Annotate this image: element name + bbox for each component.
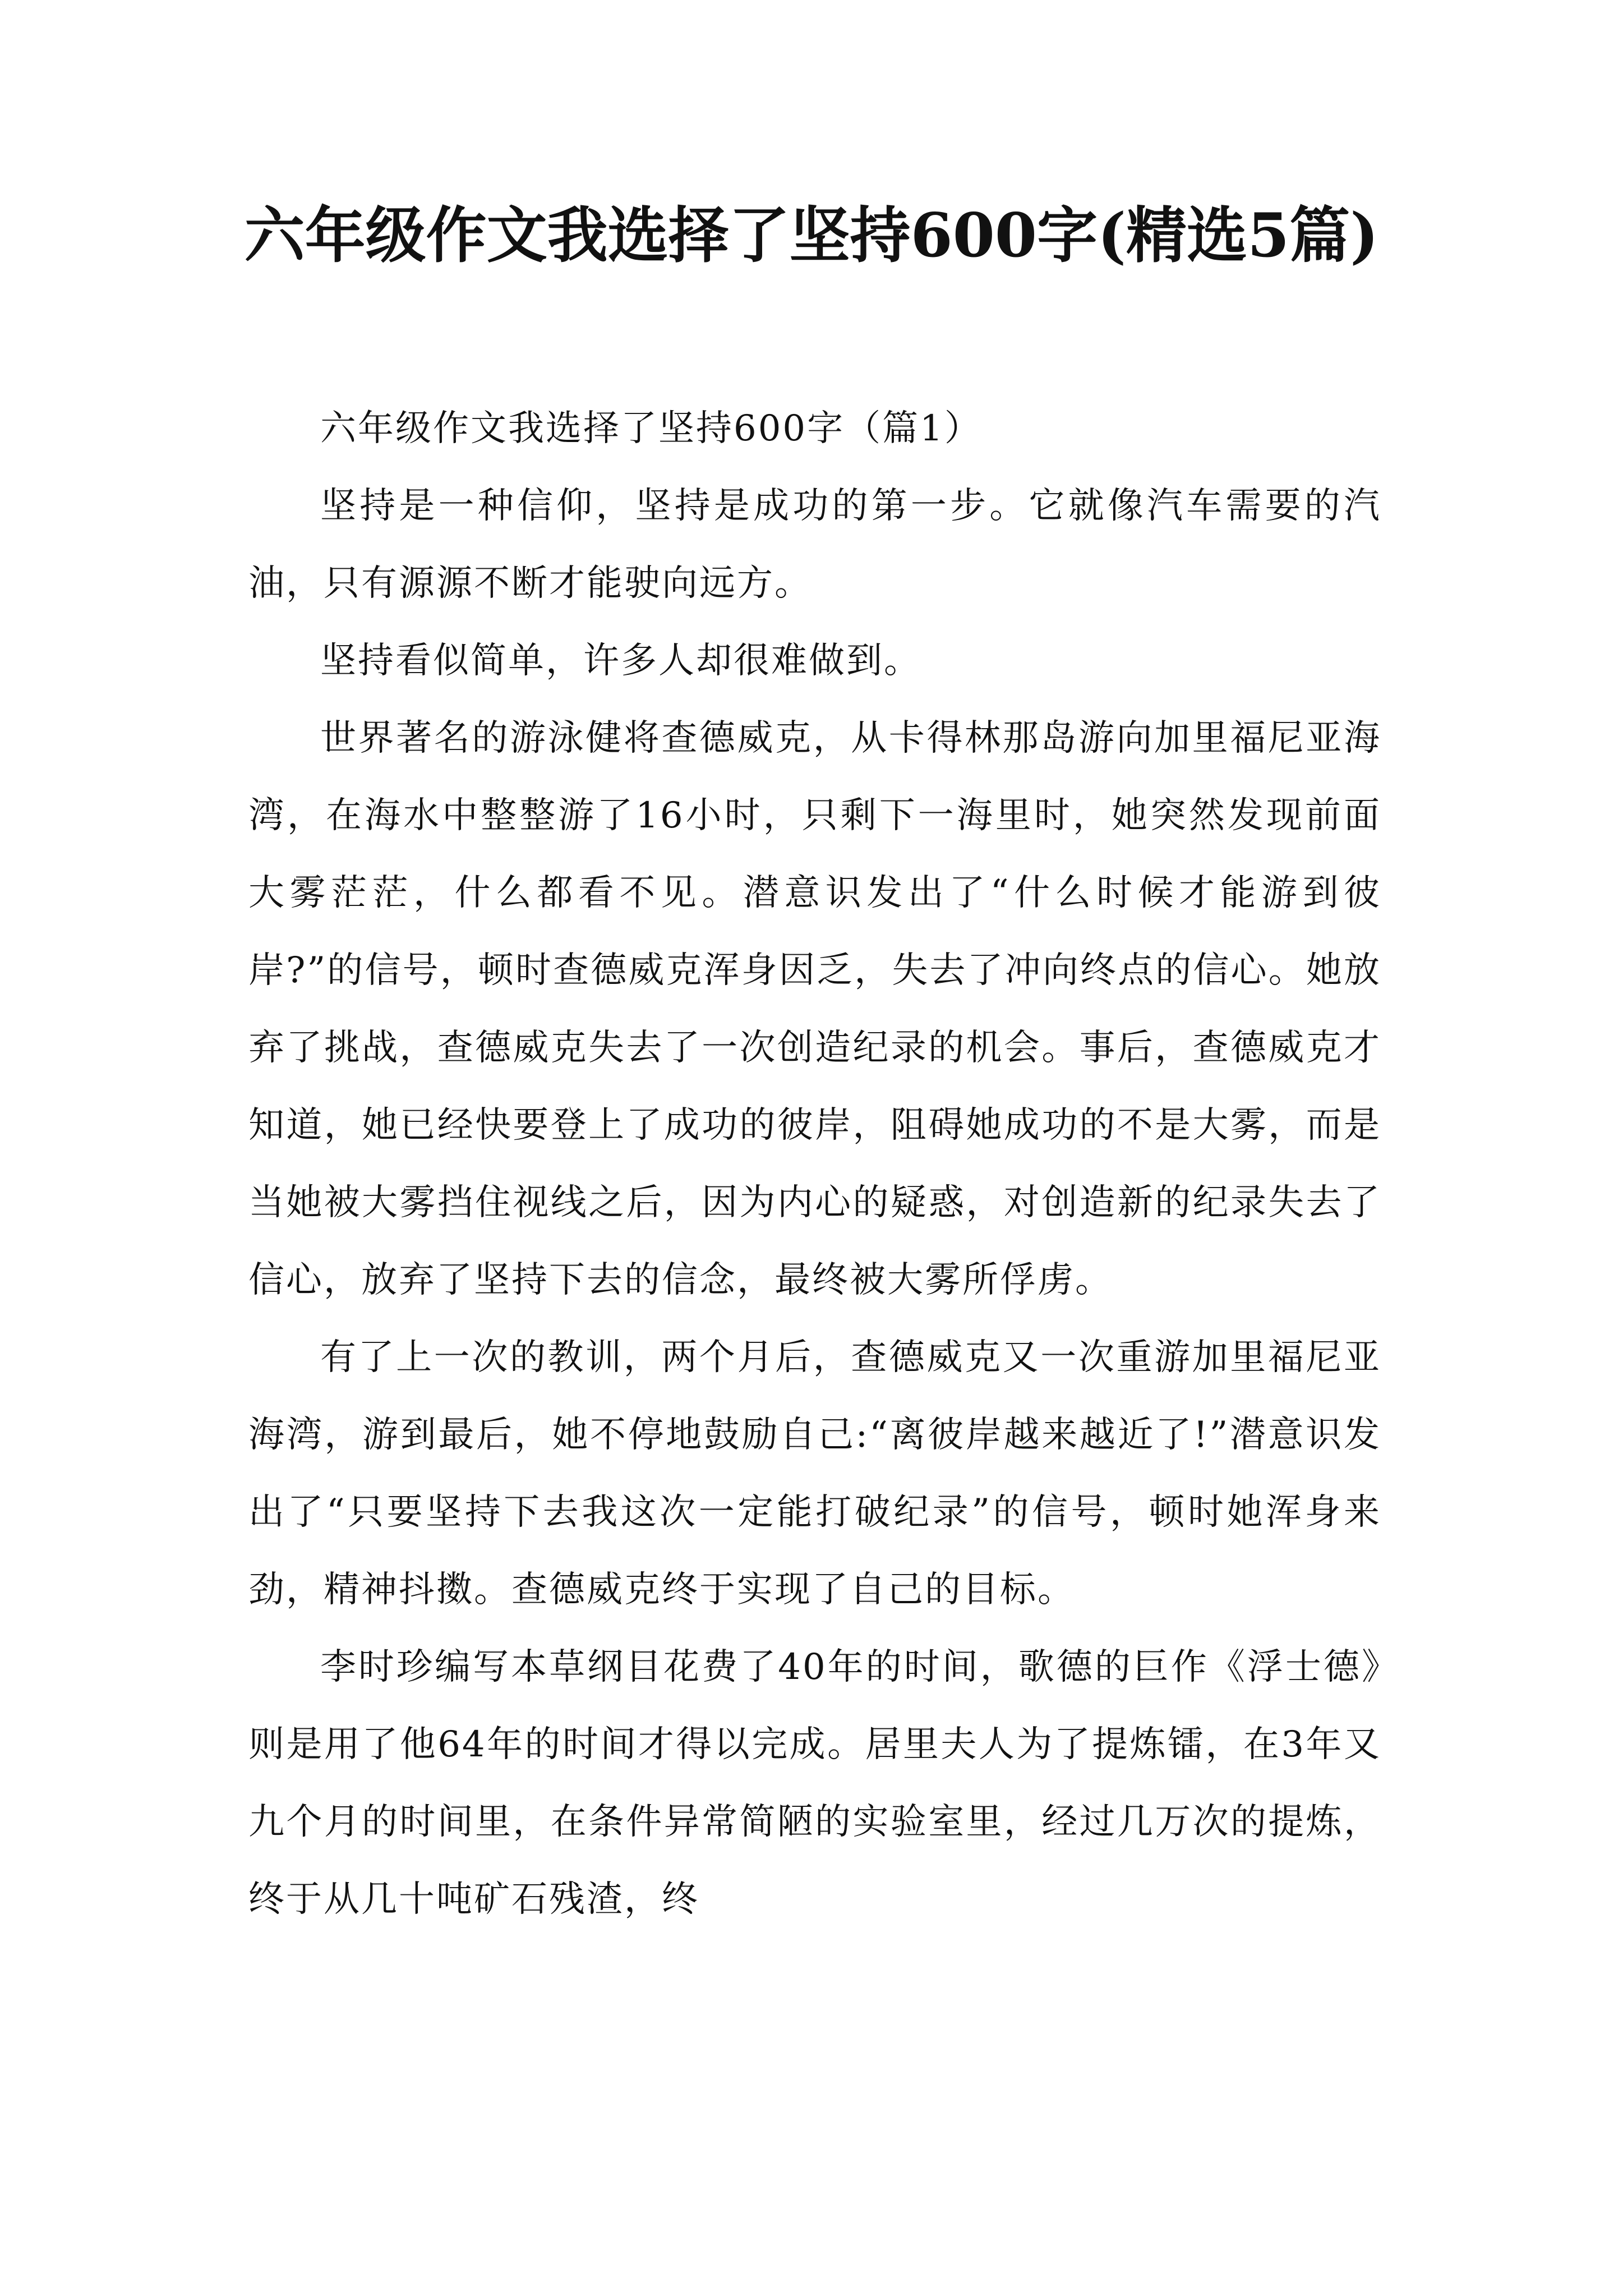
paragraph: 李时珍编写本草纲目花费了40年的时间，歌德的巨作《浮士德》则是用了他64年的时间才得以完成。居里夫人为了提炼镭，在3年又九个月的时间里，在条件异常简陋的实验室里，经过几万次的提炼，终于从几十吨矿石残渣，终 <box>248 1646 1381 1920</box>
document-title: 六年级作文我选择了坚持600字(精选5篇) <box>244 200 1379 271</box>
section-heading: 六年级作文我选择了坚持600字（篇1） <box>320 408 982 449</box>
paragraph: 世界著名的游泳健将查德威克，从卡得林那岛游向加里福尼亚海湾，在海水中整整游了16小时，只剩下一海里时，她突然发现前面大雾茫茫，什么都看不见。潜意识发出了“什么时候才能游到彼岸?”的信号，顿时查德威克浑身因乏，失去了冲向终点的信心。她放弃了挑战，查德威克失去了一次创造纪录的机会。事后，查德威克才知道，她已经快要登上了成功的彼岸，阻碍她成功的不是大雾，而是当她被大雾挡住视线之后，因为内心的疑惑，对创造新的纪录失去了信心，放弃了坚持下去的信念，最终被大雾所俘虏。 <box>248 717 1381 1301</box>
paragraph: 有了上一次的教训，两个月后，查德威克又一次重游加里福尼亚海湾，游到最后，她不停地鼓励自己:“离彼岸越来越近了!”潜意识发出了“只要坚持下去我这次一定能打破纪录”的信号，顿时她浑身来劲，精神抖擞。查德威克终于实现了自己的目标。 <box>248 1337 1381 1611</box>
paragraph: 坚持看似简单，许多人却很难做到。 <box>320 640 921 682</box>
document-body <box>248 390 1381 1938</box>
paragraph: 坚持是一种信仰，坚持是成功的第一步。它就像汽车需要的汽油，只有源源不断才能驶向远方。 <box>248 485 1381 604</box>
